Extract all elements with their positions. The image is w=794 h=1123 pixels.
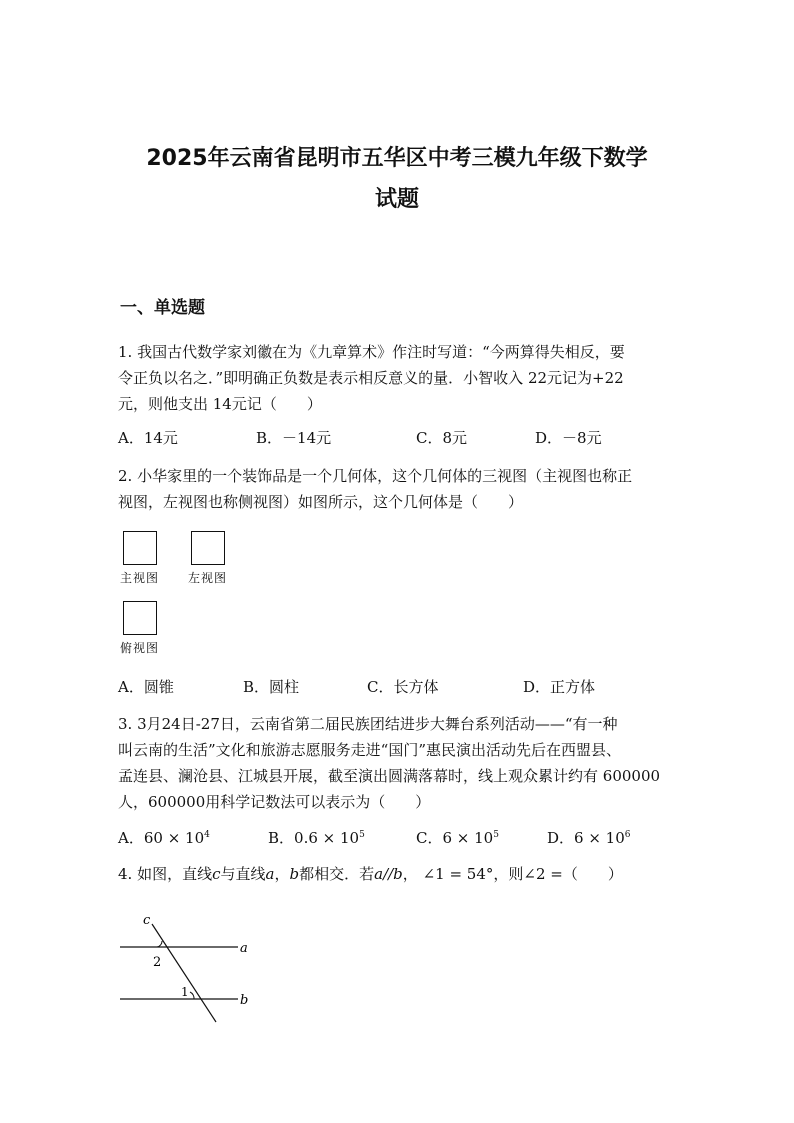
q2-option-a[interactable]: A．圆锥 xyxy=(118,678,174,696)
option-exponent: 6 xyxy=(624,830,631,840)
question-1 xyxy=(118,339,688,417)
front-view-label: 主视图 xyxy=(120,571,160,585)
comma: ， xyxy=(274,865,290,883)
option-base: 6 × 10 xyxy=(442,829,494,847)
top-view-square xyxy=(123,601,157,635)
question-3-line: 人，600000用科学记数法可以表示为（ ） xyxy=(118,793,431,811)
var-c: c xyxy=(212,865,221,883)
question-3-line: 叫云南的生活”文化和旅游志愿服务走进“国门”惠民演出活动先后在西盟县、 xyxy=(118,741,622,759)
question-text: 与直线 xyxy=(220,865,266,883)
left-view-label: 左视图 xyxy=(188,571,228,585)
top-view-label: 俯视图 xyxy=(120,641,160,655)
parallel-expression: a//b xyxy=(374,865,403,883)
option-label: C． xyxy=(416,829,443,847)
angle-2-arc xyxy=(157,941,162,947)
page-title: 2025年云南省昆明市五华区中考三模九年级下数学 xyxy=(146,146,648,171)
label-c: c xyxy=(143,913,151,928)
question-text: 如图，直线 xyxy=(137,865,213,883)
question-number: 2. xyxy=(118,467,133,485)
q1-option-d[interactable]: D．－8元 xyxy=(535,429,602,447)
label-a: a xyxy=(240,941,248,956)
question-text: 我国古代数学家刘徽在为《九章算术》作注时写道：“今两算得失相反，要 xyxy=(137,343,625,361)
q2-option-d[interactable]: D．正方体 xyxy=(523,678,596,696)
option-label: B． xyxy=(268,829,295,847)
option-exponent: 5 xyxy=(359,830,365,840)
question-text: （ ） xyxy=(562,865,623,883)
var-b: b xyxy=(289,865,300,883)
question-number: 3. xyxy=(118,715,133,733)
question-text: 小华家里的一个装饰品是一个几何体，这个几何体的三视图（主视图也称正 xyxy=(137,467,633,485)
option-exponent: 4 xyxy=(204,830,210,840)
parallel-lines-figure xyxy=(110,910,260,1030)
question-number: 4. xyxy=(118,865,133,883)
question-text: ，则 xyxy=(493,865,524,883)
question-3 xyxy=(118,711,688,815)
q3-option-c[interactable] xyxy=(416,825,499,848)
label-2: 2 xyxy=(153,955,162,970)
option-label: D． xyxy=(547,829,575,847)
question-3-line: 孟连县、澜沧县、江城县开展，截至演出圆满落幕时，线上观众累计约有 600000 xyxy=(118,767,661,785)
line-c xyxy=(152,924,216,1022)
angle-1-expression: ∠1 = 54° xyxy=(422,865,494,883)
option-label: A． xyxy=(118,829,144,847)
question-1-line: 令正负以名之．”即明确正负数是表示相反意义的量．小智收入 22元记为+22 xyxy=(118,369,624,387)
page-title-line2: 试题 xyxy=(374,187,419,212)
q3-option-a[interactable] xyxy=(118,825,210,848)
angle-2-expression: ∠2 = xyxy=(523,865,563,883)
question-3-line xyxy=(118,711,688,737)
angle-1-arc xyxy=(190,992,194,999)
front-view-square xyxy=(123,531,157,565)
option-base: 0.6 × 10 xyxy=(294,829,360,847)
option-base: 6 × 10 xyxy=(574,829,625,847)
comma: ， xyxy=(402,865,418,883)
q2-option-b[interactable]: B．圆柱 xyxy=(243,678,300,696)
q3-option-b[interactable] xyxy=(268,825,365,848)
q1-option-a[interactable]: A．14元 xyxy=(118,429,178,447)
option-base: 60 × 10 xyxy=(143,829,205,847)
label-b: b xyxy=(240,993,249,1008)
question-number: 1. xyxy=(118,343,133,361)
q1-option-c[interactable]: C．8元 xyxy=(416,429,468,447)
question-text: 3月24日-27日，云南省第二届民族团结进步大舞台系列活动——“有一种 xyxy=(137,715,618,733)
question-2-line xyxy=(118,463,688,489)
section-heading: 一、单选题 xyxy=(120,298,205,318)
option-exponent: 5 xyxy=(493,830,499,840)
var-a: a xyxy=(265,865,275,883)
q1-option-b[interactable]: B．－14元 xyxy=(256,429,332,447)
question-2 xyxy=(118,463,688,515)
question-1-line xyxy=(118,339,688,365)
left-view-square xyxy=(191,531,225,565)
q2-option-c[interactable]: C．长方体 xyxy=(367,678,439,696)
question-1-line: 元，则他支出 14元记（ ） xyxy=(118,395,322,413)
question-4 xyxy=(118,861,718,887)
question-text: 都相交．若 xyxy=(299,865,375,883)
label-1: 1 xyxy=(181,985,189,999)
q3-option-d[interactable] xyxy=(547,825,631,848)
question-2-line: 视图，左视图也称侧视图）如图所示，这个几何体是（ ） xyxy=(118,493,524,511)
